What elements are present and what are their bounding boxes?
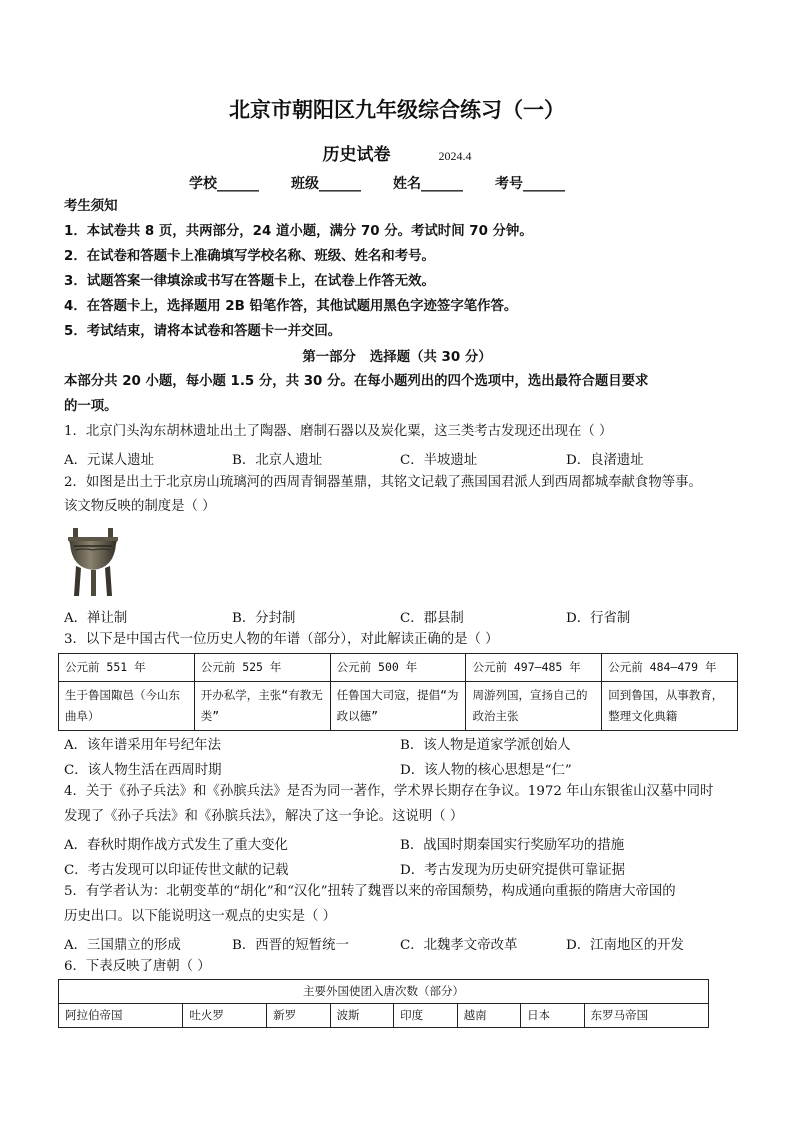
exam-title: 北京市朝阳区九年级综合练习（一） xyxy=(229,98,565,122)
q4-stem: 发现了《孙子兵法》和《孙膑兵法》，解决了这一争论。这说明（ ） xyxy=(64,809,464,824)
section-intro: 本部分共 20 小题，每小题 1.5 分，共 30 分。在每小题列出的四个选项中，选出最符合题目要求 xyxy=(64,374,649,389)
table-row xyxy=(59,980,709,1004)
q3-option-b: B．该人物是道家学派创始人 xyxy=(400,738,571,753)
table-header-cell: 公元前 497—485 年 xyxy=(466,654,602,682)
q1-option-a: A．元谋人遗址 xyxy=(64,453,155,468)
q2-stem: 2．如图是出土于北京房山琉璃河的西周青铜器堇鼎，其铭文记载了燕国国君派人到西周都城奉献食物等事。 xyxy=(64,475,702,490)
notice-item: 1．本试卷共 8 页，共两部分，24 道小题，满分 70 分。考试时间 70 分钟。 xyxy=(64,224,533,239)
q2-stem: 该文物反映的制度是（ ） xyxy=(64,499,216,514)
name-field: 姓名______ xyxy=(393,176,463,192)
q3-option-c: C．该人物生活在西周时期 xyxy=(64,763,222,778)
q6-stem: 6．下表反映了唐朝（ ） xyxy=(64,959,211,974)
table-header-cell: 公元前 525 年 xyxy=(194,654,330,682)
q4-option-a: A．春秋时期作战方式发生了重大变化 xyxy=(64,838,288,853)
q3-option-a: A．该年谱采用年号纪年法 xyxy=(64,738,221,753)
q4-option-b: B．战国时期秦国实行奖励军功的措施 xyxy=(400,838,625,853)
table-cell: 周游列国，宣扬自己的政治主张 xyxy=(466,682,602,731)
q2-option-d: D．行省制 xyxy=(566,611,631,626)
q3-stem: 3．以下是中国古代一位历史人物的年谱（部分），对此解读正确的是（ ） xyxy=(64,632,499,647)
notice-item: 5．考试结束，请将本试卷和答题卡一并交回。 xyxy=(64,324,342,339)
subject-label: 历史试卷 xyxy=(322,145,391,165)
section-title-a: 第一部分 xyxy=(302,350,356,365)
q4-stem: 4．关于《孙子兵法》和《孙膑兵法》是否为同一著作，学术界长期存在争议。1972 年山东银雀山汉墓中同时 xyxy=(64,784,714,799)
school-field: 学校______ xyxy=(189,176,259,192)
table-caption: 主要外国使团入唐次数（部分） xyxy=(59,980,709,1004)
q6-embassy-table xyxy=(58,979,709,1028)
table-cell: 任鲁国大司寇，提倡“为政以德” xyxy=(330,682,466,731)
q5-option-a: A．三国鼎立的形成 xyxy=(64,938,181,953)
table-header-cell: 越南 xyxy=(457,1004,521,1028)
notice-item: 2．在试卷和答题卡上准确填写学校名称、班级、姓名和考号。 xyxy=(64,249,435,264)
q1-option-d: D．良渚遗址 xyxy=(566,453,644,468)
q2-option-a: A．禅让制 xyxy=(64,611,128,626)
notice-item: 4．在答题卡上，选择题用 2B 铅笔作答，其他试题用黑色字迹签字笔作答。 xyxy=(64,299,518,314)
q4-option-d: D．考古发现为历史研究提供可靠证据 xyxy=(400,863,625,878)
student-info-fields xyxy=(189,173,565,193)
table-header-cell: 印度 xyxy=(394,1004,458,1028)
q5-option-b: B．西晋的短暂统一 xyxy=(232,938,349,953)
table-header-cell: 日本 xyxy=(521,1004,585,1028)
class-field: 班级______ xyxy=(291,176,361,192)
q4-option-c: C．考古发现可以印证传世文献的记载 xyxy=(64,863,289,878)
q1-option-b: B．北京人遗址 xyxy=(232,453,323,468)
q3-chronology-table xyxy=(58,653,738,731)
notice-heading: 考生须知 xyxy=(64,199,118,214)
q5-option-c: C．北魏孝文帝改革 xyxy=(400,938,518,953)
table-cell: 生于鲁国陬邑（今山东曲阜） xyxy=(59,682,195,731)
q2-option-c: C．郡县制 xyxy=(400,611,464,626)
table-row xyxy=(59,1004,709,1028)
table-header-cell: 波斯 xyxy=(330,1004,394,1028)
exam-number-field: 考号______ xyxy=(495,176,565,192)
exam-subtitle xyxy=(0,140,794,165)
notice-item: 3．试题答案一律填涂或书写在答题卡上，在试卷上作答无效。 xyxy=(64,274,435,289)
section-title-b: 选择题（共 30 分） xyxy=(369,350,492,365)
table-row xyxy=(59,654,738,682)
table-cell: 回到鲁国，从事教育，整理文化典籍 xyxy=(602,682,738,731)
q1-option-c: C．半坡遗址 xyxy=(400,453,478,468)
table-header-cell: 公元前 551 年 xyxy=(59,654,195,682)
table-header-cell: 新罗 xyxy=(267,1004,331,1028)
section-intro: 的一项。 xyxy=(64,399,118,414)
exam-date: 2024.4 xyxy=(438,149,472,163)
table-cell: 开办私学，主张“有教无类” xyxy=(194,682,330,731)
bronze-ding-icon xyxy=(64,528,122,598)
q5-stem: 5．有学者认为：北朝变革的“胡化”和“汉化”扭转了魏晋以来的帝国颓势，构成通向重振的隋唐大帝国的 xyxy=(64,884,676,899)
q1-stem: 1．北京门头沟东胡林遗址出土了陶器、磨制石器以及炭化粟，这三类考古发现还出现在（ ） xyxy=(64,424,613,439)
q5-option-d: D．江南地区的开发 xyxy=(566,938,684,953)
table-header-cell: 阿拉伯帝国 xyxy=(59,1004,183,1028)
table-header-cell: 公元前 500 年 xyxy=(330,654,466,682)
table-row xyxy=(59,682,738,731)
q5-stem: 历史出口。以下能说明这一观点的史实是（ ） xyxy=(64,909,337,924)
section-title xyxy=(0,346,794,365)
q2-option-b: B．分封制 xyxy=(232,611,296,626)
table-header-cell: 吐火罗 xyxy=(183,1004,267,1028)
table-header-cell: 公元前 484—479 年 xyxy=(602,654,738,682)
table-header-cell: 东罗马帝国 xyxy=(584,1004,708,1028)
q3-option-d: D．该人物的核心思想是“仁” xyxy=(400,763,572,778)
